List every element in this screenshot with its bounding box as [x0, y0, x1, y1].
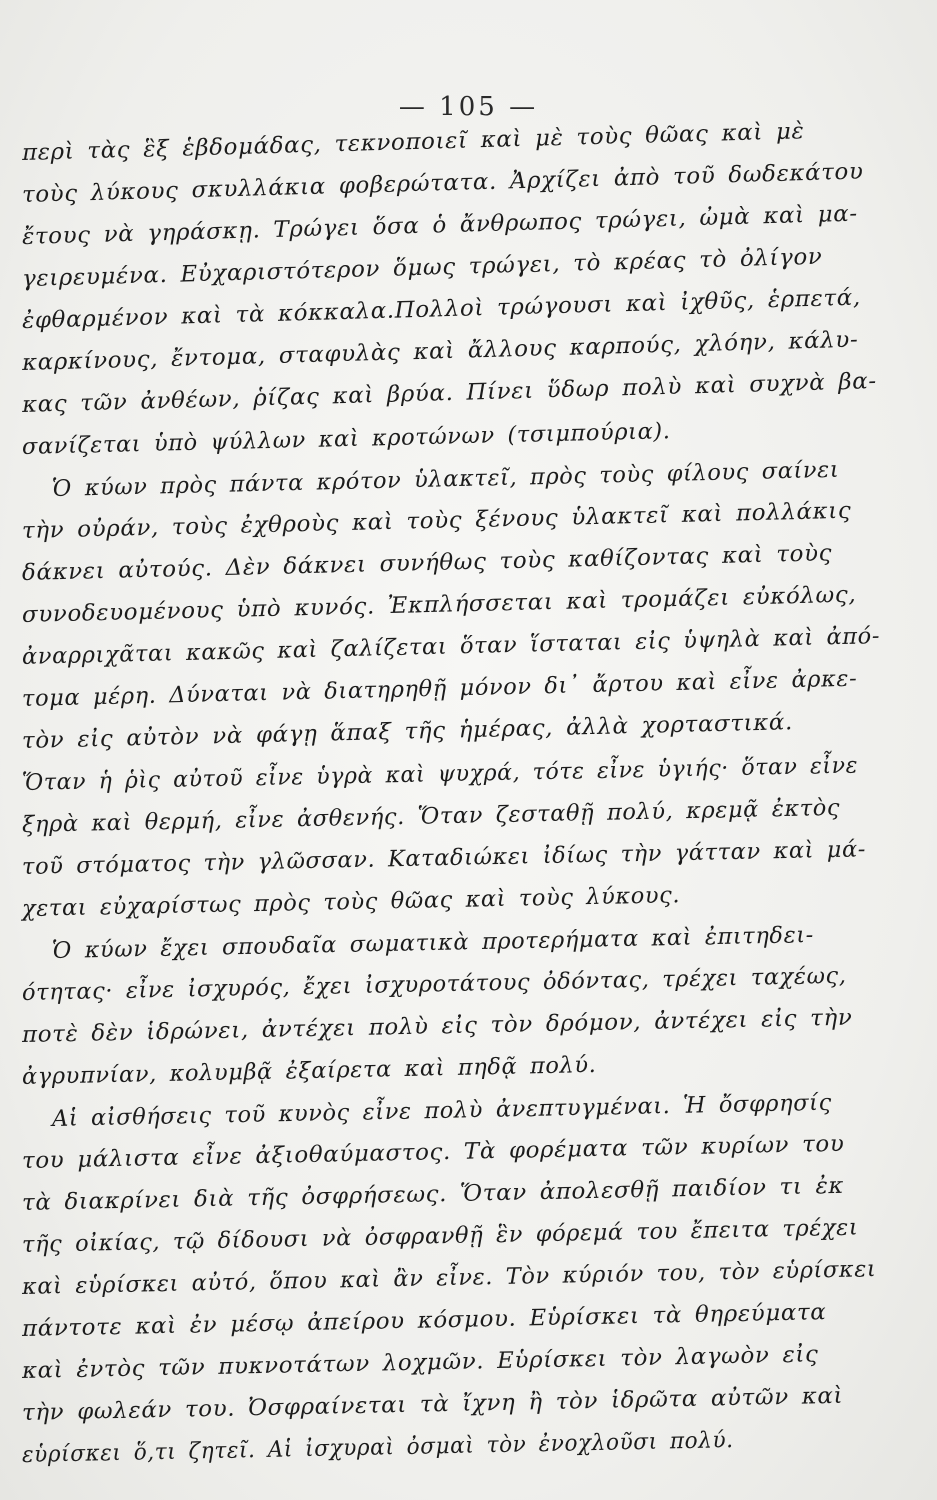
text-line: ποτὲ δὲν ἱδρώνει, ἀντέχει πολὺ εἰς τὸν δρόμον, ἀντέχει εἰς τὴν	[21, 1004, 853, 1048]
text-line: τοῦ στόματος τὴν γλῶσσαν. Καταδιώκει ἰδίως τὴν γάτταν καὶ μά-	[21, 836, 867, 880]
text-line: πάντοτε καὶ ἐν μέσῳ ἀπείρου κόσμου. Εὑρίσκει τὰ θηρεύματα	[21, 1299, 827, 1342]
text-line: δάκνει αὐτούς. Δὲν δάκνει συνήθως τοὺς καθίζοντας καὶ τοὺς	[21, 540, 833, 586]
text-line: ἔτους νὰ γηράσκῃ. Τρώγει ὅσα ὁ ἄνθρωπος τρώγει, ὠμὰ καὶ μα-	[21, 200, 859, 250]
text-line: Ὁ κύων ἔχει σπουδαῖα σωματικὰ προτερήματα καὶ ἐπιτηδει-	[51, 922, 815, 964]
text-line: κας τῶν ἀνθέων, ῥίζας καὶ βρύα. Πίνει ὕδωρ πολὺ καὶ συχνὰ βα-	[21, 368, 878, 418]
text-line: χεται εὐχαρίστως πρὸς τοὺς θῶας καὶ τοὺς λύκους.	[21, 882, 681, 922]
text-line: ἐφθαρμένον καὶ τὰ κόκκαλα.Πολλοὶ τρώγουσι καὶ ἰχθῦς, ἑρπετά,	[21, 284, 862, 334]
text-line: τὸν εἰς αὐτὸν νὰ φάγῃ ἅπαξ τῆς ἡμέρας, ἀλλὰ χορταστικά.	[21, 709, 794, 754]
text-line: γειρευμένα. Εὐχαριστότερον ὅμως τρώγει, τὸ κρέας τὸ ὀλίγον	[21, 243, 823, 292]
text-line: Ὅταν ἡ ῥὶς αὐτοῦ εἶνε ὑγρὰ καὶ ψυχρά, τότε εἶνε ὑγιής· ὅταν εἶνε	[21, 752, 859, 796]
text-line: καρκίνους, ἔντομα, σταφυλὰς καὶ ἄλλους καρπούς, χλόην, κάλυ-	[21, 326, 859, 376]
text-line: περὶ τὰς ἓξ ἑβδομάδας, τεκνοποιεῖ καὶ μὲ τοὺς θῶας καὶ μὲ	[21, 118, 805, 166]
text-line: τῆς οἰκίας, τῷ δίδουσι νὰ ὀσφρανθῇ ἓν φόρεμά του ἔπειτα τρέχει	[21, 1214, 859, 1258]
text-line: ἀναρριχᾶται κακῶς καὶ ζαλίζεται ὅταν ἵσταται εἰς ὑψηλὰ καὶ ἀπό-	[21, 623, 881, 670]
text-line: Αἱ αἰσθήσεις τοῦ κυνὸς εἶνε πολὺ ἀνεπτυγμέναι. Ἡ ὄσφρησίς	[51, 1089, 833, 1132]
page-number: — 105 —	[398, 92, 539, 122]
text-line: τοὺς λύκους σκυλλάκια φοβερώτατα. Ἀρχίζει ἀπὸ τοῦ δωδεκάτου	[21, 158, 864, 208]
text-line: Ὁ κύων πρὸς πάντα κρότον ὑλακτεῖ, πρὸς τοὺς φίλους σαίνει	[51, 456, 840, 502]
text-line: τὴν φωλεάν του. Ὀσφραίνεται τὰ ἴχνη ἢ τὸν ἱδρῶτα αὐτῶν καὶ	[21, 1382, 844, 1426]
text-line: ξηρὰ καὶ θερμή, εἶνε ἀσθενής. Ὅταν ζεσταθῇ πολύ, κρεμᾷ ἐκτὸς	[21, 794, 841, 838]
text-line: καὶ εὑρίσκει αὐτό, ὅπου καὶ ἂν εἶνε. Τὸν κύριόν του, τὸν εὑρίσκει	[21, 1256, 877, 1300]
text-line: συνοδευομένους ὑπὸ κυνός. Ἐκπλήσσεται καὶ τρομάζει εὐκόλως,	[21, 581, 857, 628]
text-line: τὰ διακρίνει διὰ τῆς ὀσφρήσεως. Ὅταν ἀπολεσθῇ παιδίον τι ἐκ	[21, 1172, 845, 1216]
text-line: ότητας· εἶνε ἰσχυρός, ἔχει ἰσχυροτάτους ὀδόντας, τρέχει ταχέως,	[21, 962, 847, 1006]
text-line: εὑρίσκει ὅ,τι ζητεῖ. Αἱ ἰσχυραὶ ὀσμαὶ τὸν ἐνοχλοῦσι πολύ.	[21, 1427, 734, 1468]
text-line: τομα μέρη. Δύναται νὰ διατηρηθῇ μόνον δι᾽ ἄρτου καὶ εἶνε ἀρκε-	[21, 665, 858, 712]
text-line: σανίζεται ὑπὸ ψύλλων καὶ κροτώνων (τσιμπούρια).	[21, 418, 671, 460]
text-line: του μάλιστα εἶνε ἀξιοθαύμαστος. Τὰ φορέματα τῶν κυρίων του	[21, 1130, 845, 1174]
text-line: ἀγρυπνίαν, κολυμβᾷ ἐξαίρετα καὶ πηδᾷ πολύ.	[21, 1051, 597, 1090]
text-line: τὴν οὐράν, τοὺς ἐχθροὺς καὶ τοὺς ξένους ὑλακτεῖ καὶ πολλάκις	[21, 497, 852, 544]
text-line: καὶ ἐντὸς τῶν πυκνοτάτων λοχμῶν. Εὑρίσκει τὸν λαγωὸν εἰς	[21, 1341, 819, 1384]
